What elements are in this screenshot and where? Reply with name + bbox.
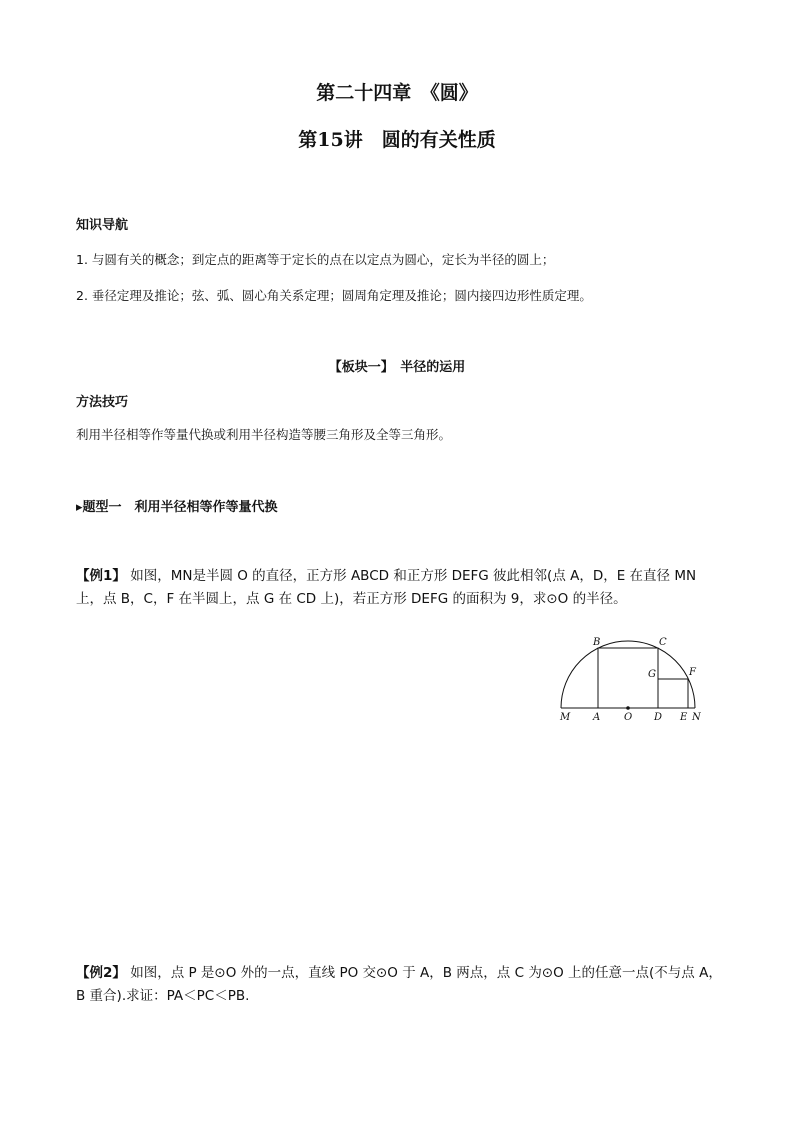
- knowledge-heading: 知识导航: [76, 218, 129, 233]
- label-d: D: [654, 712, 663, 723]
- center-point-o: [626, 706, 630, 710]
- label-b: B: [593, 637, 601, 648]
- method-heading: 方法技巧: [76, 395, 129, 410]
- example2-body: 如图，点 P 是⊙O 外的一点，直线 PO 交⊙O 于 A，B 两点，点 C 为⊙O 上的任意一点(不与点 A，B 重合).求证：PA＜PC＜PB.: [76, 965, 722, 1004]
- semicircle-figure: [555, 630, 715, 725]
- semicircle-arc: [561, 641, 695, 708]
- knowledge-item-2: 2. 垂径定理及推论；弦、弧、圆心角关系定理；圆周角定理及推论；圆内接四边形性质定理。: [76, 288, 592, 303]
- example2-text: [76, 962, 726, 1008]
- label-a: A: [593, 712, 601, 723]
- example1-text: [76, 565, 726, 611]
- method-text: 利用半径相等作等量代换或利用半径构造等腰三角形及全等三角形。: [76, 427, 452, 442]
- chapter-title: 第二十四章 《圆》: [316, 82, 478, 104]
- label-m: M: [560, 712, 571, 723]
- example1-tag: 【例1】: [76, 568, 126, 584]
- label-c: C: [659, 637, 667, 648]
- knowledge-item-1: 1. 与圆有关的概念；到定点的距离等于定长的点在以定点为圆心，定长为半径的圆上；: [76, 252, 555, 267]
- label-e: E: [680, 712, 688, 723]
- label-n: N: [692, 712, 701, 723]
- label-g: G: [648, 669, 656, 680]
- example2-tag: 【例2】: [76, 965, 126, 981]
- type1-heading: ▸题型一 利用半径相等作等量代换: [76, 500, 278, 515]
- label-f: F: [689, 667, 696, 678]
- example1-body: 如图，MN是半圆 O 的直径，正方形 ABCD 和正方形 DEFG 彼此相邻(点 A，D，E 在直径 MN 上，点 B，C，F 在半圆上，点 G 在 CD 上)，若正方形 DEFG 的面积为 9，求⊙O 的半径。: [76, 568, 697, 607]
- label-o: O: [624, 712, 633, 723]
- lecture-title: 第15讲 圆的有关性质: [298, 129, 496, 151]
- square-defg: [658, 679, 688, 708]
- module-title: 【板块一】 半径的运用: [328, 360, 466, 375]
